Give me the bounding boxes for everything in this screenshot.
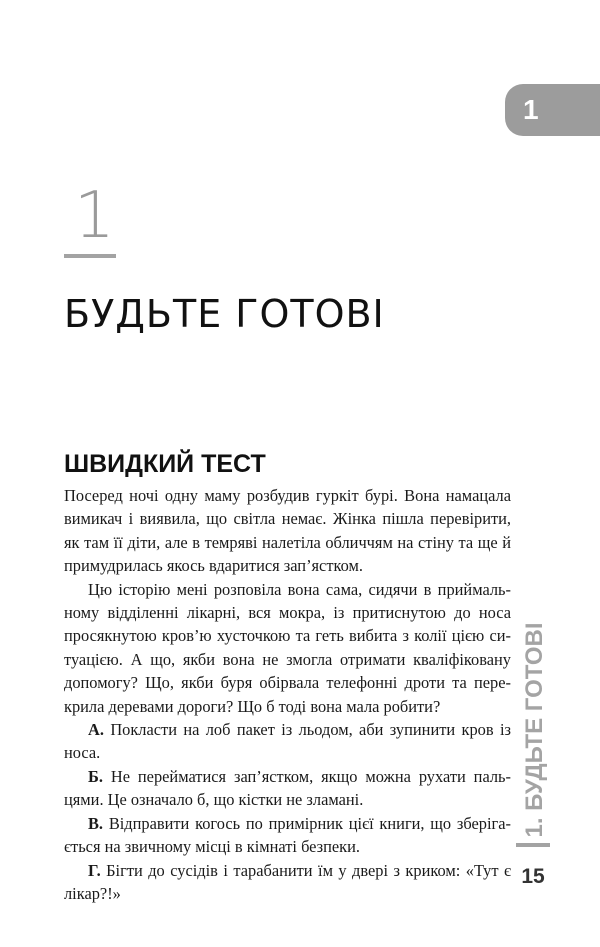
answer-option: [64, 718, 511, 765]
page-number: 15: [521, 865, 545, 888]
running-head: [517, 622, 553, 838]
chapter-number: 1: [74, 179, 115, 253]
chapter-tab-number: 1: [523, 94, 539, 125]
answer-option-letter: А.: [88, 720, 104, 740]
chapter-divider: [64, 254, 116, 258]
answer-option: [64, 859, 511, 906]
chapter-title: БУДЬТЕ ГОТОВІ: [64, 292, 385, 336]
answer-option-text: Бігти до сусідів і тарабанити їм у двері з криком: «Тут є лікар?!»: [64, 860, 511, 903]
section-heading: ШВИДКИЙ ТЕСТ: [64, 450, 266, 478]
running-head-text: 1. БУДЬТЕ ГОТОВІ: [521, 622, 548, 838]
paragraph: Цю історію мені розповіла вона сама, сидячи в приймальному відділенні лікарні, вся мокра, із притиснутою до носа просякнутою кров’ю хусточкою та геть вибита з колії цією ситуацією. А що, якби вона не змогла отримати кваліфіковану допомогу? Що, якби буря обірвала телефонні дроти та перекрила деревами дороги? Що б тоді вона мала робити?: [64, 579, 511, 716]
answer-option-letter: В.: [88, 813, 104, 833]
answer-option-text: Покласти на лоб пакет із льодом, аби зупинити кров із носа.: [64, 720, 511, 763]
answer-option: [64, 765, 511, 812]
answer-option-letter: Б.: [88, 766, 103, 786]
chapter-tab: [505, 84, 600, 136]
answer-option: [64, 812, 511, 859]
answer-option-letter: Г.: [88, 860, 101, 880]
answer-option-text: Не перейматися зап’ястком, якщо можна рухати пальцями. Це означало б, що кістки не зламані.: [64, 766, 511, 810]
paragraph: Посеред ночі одну маму розбудив гуркіт бурі. Вона намацала вимикач і виявила, що світла немає. Жінка пішла перевірити, як там її діти, але в темряві налетіла обличчям на стіну та ще й примудрилась якось вдаритися зап’ястком.: [64, 486, 511, 576]
body-text: [64, 484, 511, 905]
running-head-divider: [516, 843, 550, 847]
answer-option-text: Відправити когось по примірник цієї книги, що зберігається на звичному місці в кімнаті безпеки.: [64, 813, 511, 857]
